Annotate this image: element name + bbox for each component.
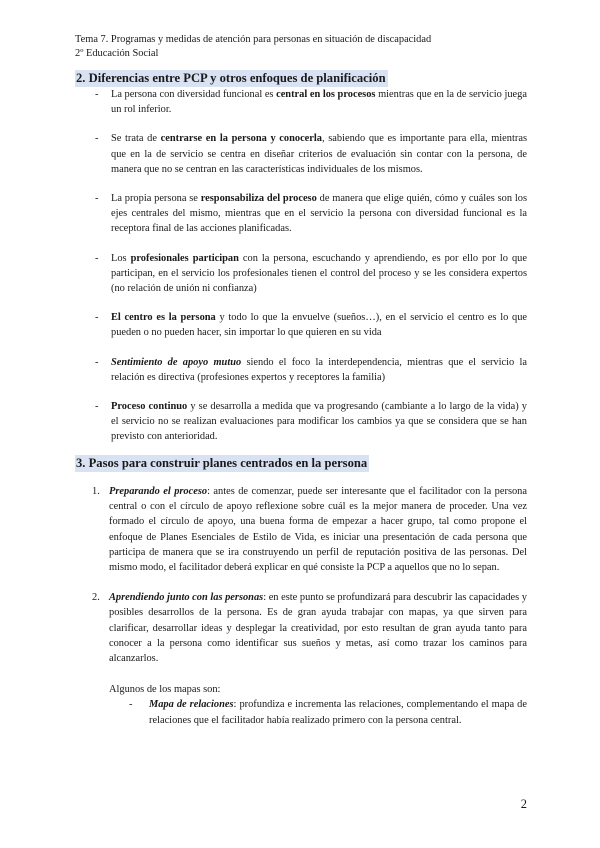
maps-intro: Algunos de los mapas son: xyxy=(109,684,221,696)
dash-marker: - xyxy=(95,356,99,368)
header-course-title: Tema 7. Programas y medidas de atención para personas en situación de discapacidad xyxy=(75,34,432,45)
list-item: - El centro es la persona y todo lo que la envuelve (sueños…), en el servicio el centro es lo que pueden o no pueden hacer, sin importar lo que quieren en su vida xyxy=(95,312,528,339)
steps-list xyxy=(92,484,527,728)
differences-list xyxy=(95,87,527,445)
header-course-year: 2º Educación Social xyxy=(75,48,159,59)
list-item: - La persona con diversidad funcional es central en los procesos mientras que en la de servicio juega un rol inferior. xyxy=(95,89,527,116)
list-item: 2. Aprendiendo junto con las personas: en este punto se profundizará para descubrir las capacidades y posibles desarrollos de la persona. Es de gran ayuda trabajar con mapas, ya que sirven para clarificar, desarrollar ideas y desplegar la creatividad, por esto resultan de gran ayuda tanto para conocer a la persona como identificar sus sueños y metas, así como trazar los caminos para alcanzarlos. Algunos de los mapas son: - Mapa de relaciones: profundiza e incrementa las relaciones, complementando el mapa de relaciones que el facilitador había realizado primero con la persona central. xyxy=(92,590,527,728)
page-header xyxy=(75,33,431,61)
list-item: 1. Preparando el proceso: antes de comenzar, puede ser interesante que el facilitador con la persona central o con el círculo de apoyo reflexione sobre cuál es la mejor manera de proceder. Una vez formado el círculo de apoyo, una buena forma de empezar a hacer grupo, tal como propone el enfoque de Planes Esenciales de Estilo de Vida, es iniciar una presentación de cada persona que participa de manera que se ira construyendo un perfil de reputación positiva de las personas. Del mismo modo, el facilitador deberá explicar en qué consiste la PCP a aquellos que no lo sepan. xyxy=(92,486,527,574)
dash-marker: - xyxy=(95,252,99,264)
list-item: - Proceso continuo y se desarrolla a medida que va progresando (cambiante a lo largo de la vida) y el servicio no se realizan evaluaciones para modificar los cambios ya que se considera que se han previsto con anterioridad. xyxy=(95,401,527,443)
page-number: 2 xyxy=(520,797,527,811)
list-item: - Mapa de relaciones: profundiza e incrementa las relaciones, complementando el mapa de relaciones que el facilitador había realizado primero con la persona central. xyxy=(129,699,527,726)
list-item: - Sentimiento de apoyo mutuo siendo el foco la interdependencia, mientras que el servicio la relación es directiva (profesiones expertos y receptores la familia) xyxy=(95,356,527,383)
dash-marker: - xyxy=(95,193,99,205)
list-item: - Se trata de centrarse en la persona y conocerla, sabiendo que es importante para ella, mientras que en la de servicio se centra en diseñar criterios de evaluación sin contar con la persona, de manera que no se centran en las características individuales de los mismos. xyxy=(95,133,527,175)
dash-marker: - xyxy=(95,89,99,100)
dash-marker: - xyxy=(95,133,99,145)
dash-marker: - xyxy=(129,699,133,711)
section-3-heading: 3. Pasos para construir planes centrados en la persona xyxy=(76,456,368,470)
list-item: - La propia persona se responsabiliza del proceso de manera que elige quién, cómo y cuáles son los ejes centrales del mismo, mientras que en el servicio la persona con diversidad funcional es la receptora final de las acciones planificadas. xyxy=(95,193,527,235)
dash-marker: - xyxy=(95,401,99,413)
list-item: - Los profesionales participan con la persona, escuchando y aprendiendo, es por ello por lo que participan, en el servicio los profesionales tienen el control del proceso y se les considera expertos (no relación de unión ni confianza) xyxy=(95,252,527,295)
section-2-heading: 2. Diferencias entre PCP y otros enfoques de planificación xyxy=(76,71,386,85)
dash-marker: - xyxy=(95,312,99,324)
